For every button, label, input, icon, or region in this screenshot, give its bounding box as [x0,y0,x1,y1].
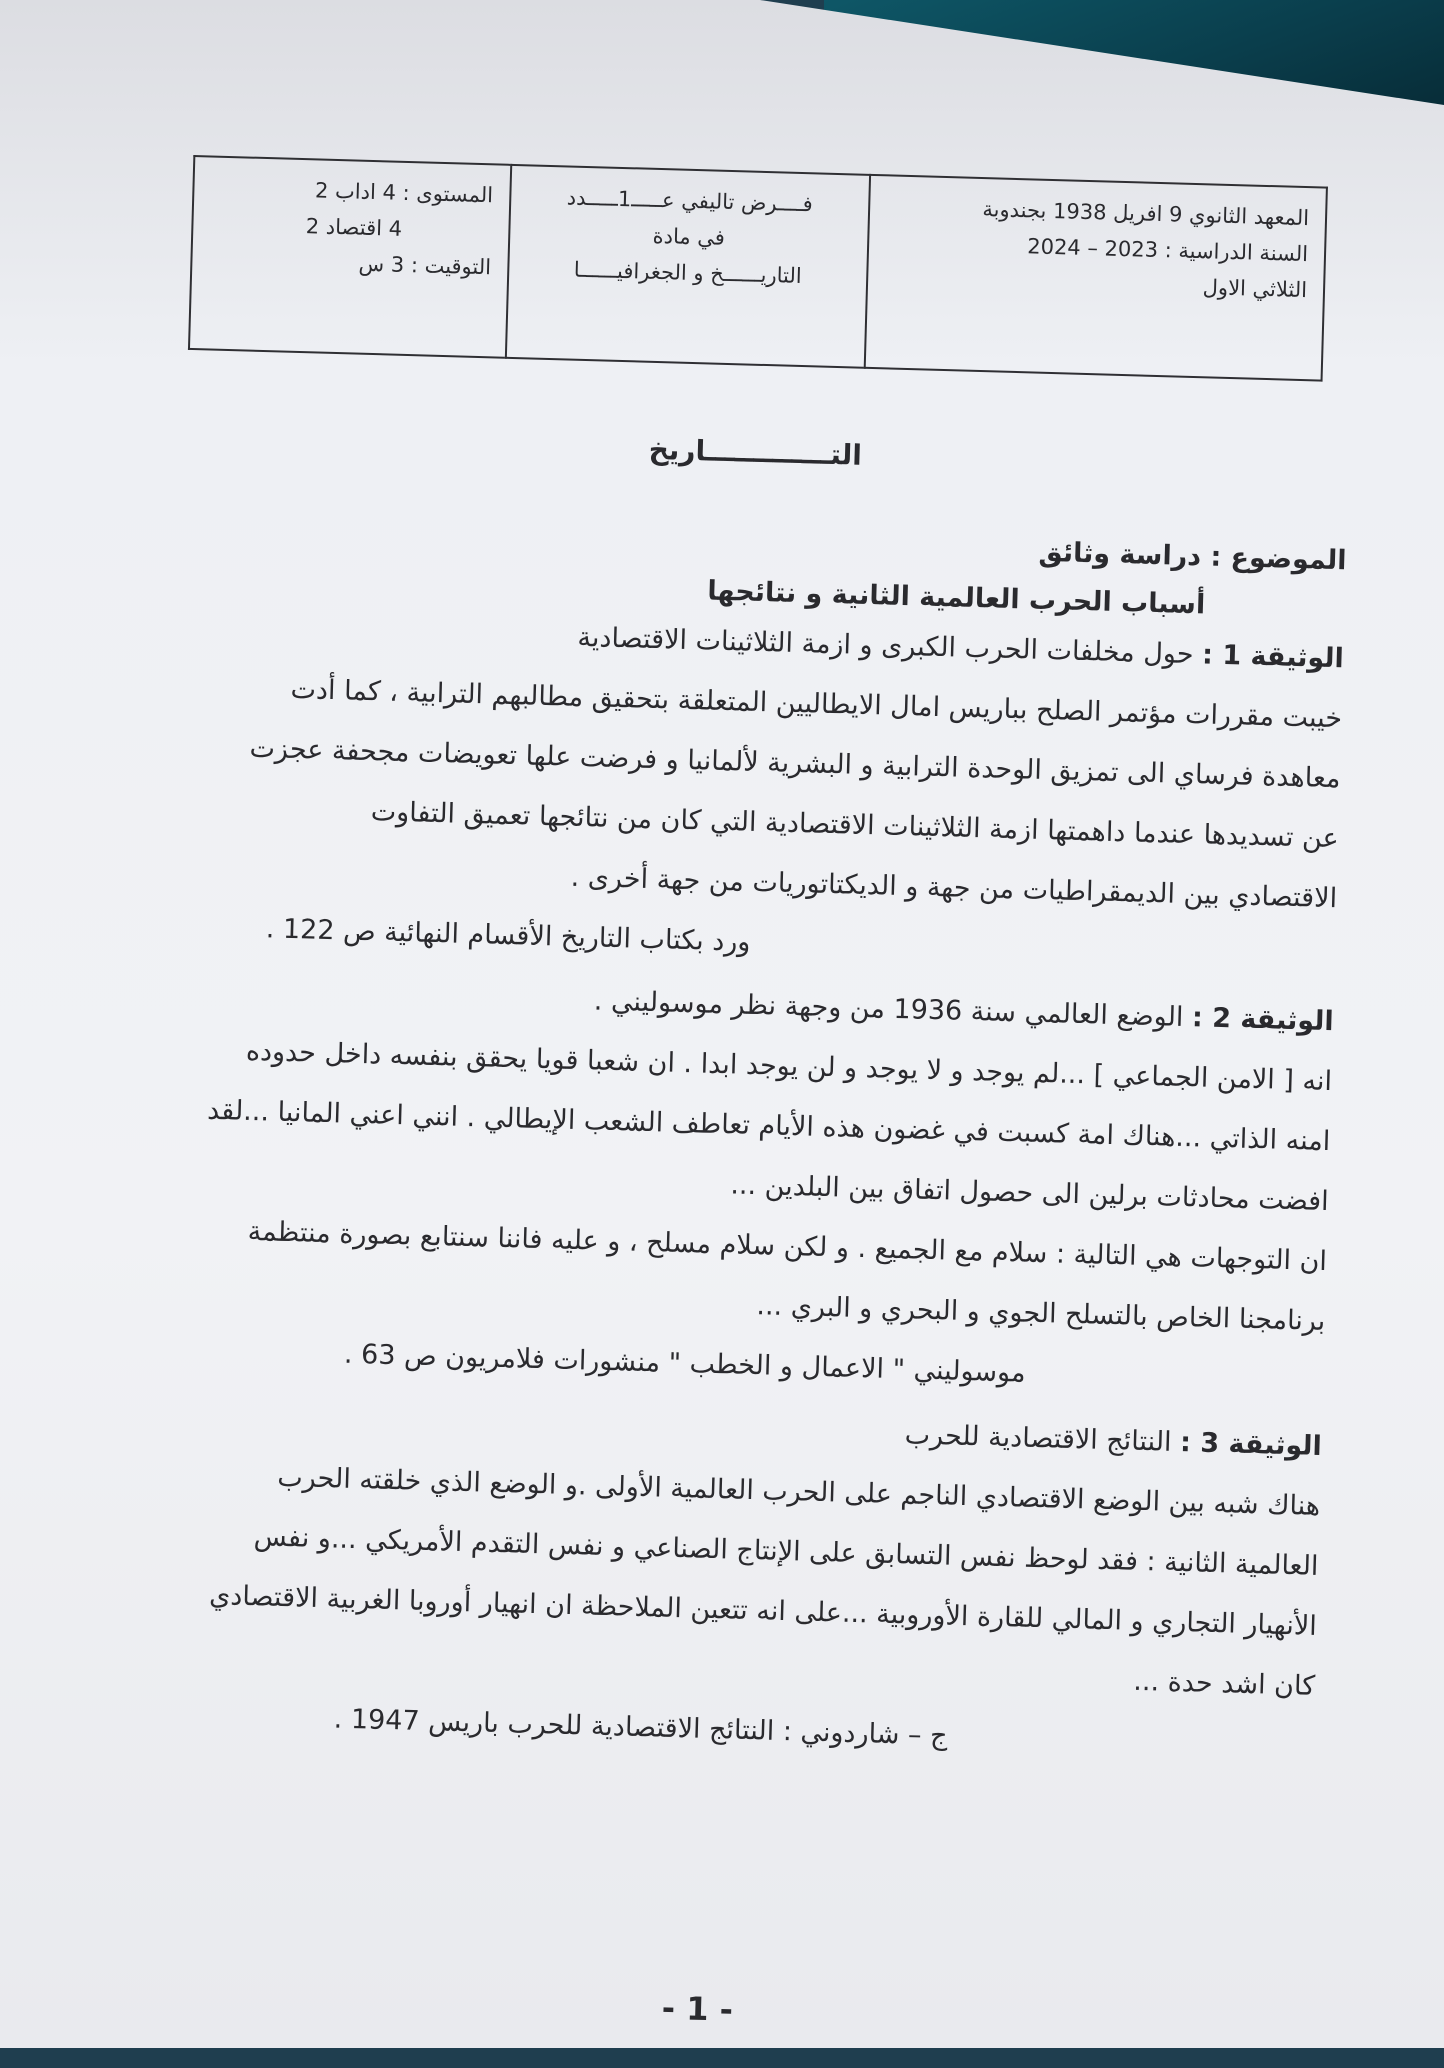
doc3-line-1: هناك شبه بين الوضع الاقتصادي الناجم على الحرب العالمية الأولى .و الوضع الذي خلقته الحرب [276,1461,1321,1522]
doc1-line-3: عن تسديدها عندما داهمتها ازمة الثلاثينات الاقتصادية التي كان من نتائجها تعميق التفاوت [370,796,1340,855]
level-1: المستوى : 4 اداب 2 [314,178,494,208]
doc3-label: الوثيقة 3 : [1179,1427,1323,1462]
doc2-line-0: الوضع العالمي سنة 1936 من وجهة نظر موسوليني . [593,985,1184,1033]
section-title: التـــــــــــــاريخ [648,432,863,472]
level-2: 4 اقتصاد 2 [305,214,403,241]
doc2-source: موسوليني " الاعمال و الخطب " منشورات فلامريون ص 63 . [343,1338,1026,1389]
subject-name: التاريــــــخ و الجغرافيــــــا [573,257,803,288]
school-cell [865,175,1327,381]
doc1-line-0: حول مخلفات الحرب الكبرى و ازمة الثلاثينات الاقتصادية [577,621,1194,671]
school-name: المعهد الثانوي 9 افريل 1938 بجندوبة [982,197,1310,231]
document-2 [93,958,1334,1412]
doc1-source: ورد بكتاب التاريخ الأقسام النهائية ص 122 . [265,913,751,958]
doc2-line-5: برنامجنا الخاص بالتسلح الجوي و البحري و البري ... [756,1290,1326,1338]
doc3-line-2: العالمية الثانية : فقد لوحظ نفس التسابق على الإنتاج الصناعي و نفس التقدم الأمريكي ...و نفس [253,1521,1319,1582]
doc3-line-3: الأنهيار التجاري و المالي للقارة الأوروبية ...على انه تتعين الملاحظة ان انهيار أوروبا الغربية الاقتصادي [208,1579,1318,1642]
document-1 [105,595,1345,989]
topic-label: الموضوع : دراسة وثائق [1038,536,1347,577]
topic-title: أسباب الحرب العالمية الثانية و نتائجها [706,575,1206,621]
doc3-line-4: كان اشد حدة ... [1132,1665,1316,1702]
doc3-line-0: النتائج الاقتصادية للحرب [904,1419,1172,1458]
subject-prefix: في مادة [652,223,726,250]
subject-cell [506,165,871,368]
header-table [188,155,1328,382]
doc2-line-3: افضت محادثات برلين الى حصول اتفاق بين البلدين ... [730,1169,1330,1218]
doc1-line-4: الاقتصادي بين الديمقراطيات من جهة و الديكتاتوريات من جهة أخرى . [570,861,1338,915]
level-cell [189,156,511,358]
doc2-line-1: انه [ الامن الجماعي ] ...لم يوجد و لا يوجد و لن يوجد ابدا . ان شعبا قويا يحقق بنفسه داخل حدوده [245,1035,1333,1098]
school-year: السنة الدراسية : 2023 – 2024 [1026,234,1309,267]
doc2-line-2: امنه الذاتي ...هناك امة كسبت في غضون هذه الأيام تعاطف الشعب الإيطالي . انني اعني المانيا ...لقد [206,1094,1331,1158]
duration: التوقيت : 3 س [358,251,492,280]
doc2-line-4: ان التوجهات هي التالية : سلام مع الجميع . و لكن سلام مسلح ، و عليه فاننا سنتابع بصورة منتظمة [247,1215,1328,1278]
exam-type: فــــرض تاليفي عـــــ1ـــــدد [566,185,814,217]
doc1-label: الوثيقة 1 : [1201,639,1345,675]
doc1-line-2: معاهدة فرساي الى تمزيق الوحدة الترابية و البشرية لألمانيا و فرضت علها تعويضات مجحفة عجزت [249,732,1341,795]
document-3 [83,1383,1323,1777]
page-number: - 1 - [661,1988,734,2029]
doc3-source: ج – شاردوني : النتائج الاقتصادية للحرب باريس 1947 . [333,1703,948,1752]
school-term: الثلاثي الاول [1202,275,1308,303]
doc1-line-1: خيبت مقررات مؤتمر الصلح بباريس امال الايطاليين المتعلقة بتحقيق مطالبهم الترابية ، كما أدت [290,673,1343,735]
doc2-label: الوثيقة 2 : [1191,1002,1335,1038]
